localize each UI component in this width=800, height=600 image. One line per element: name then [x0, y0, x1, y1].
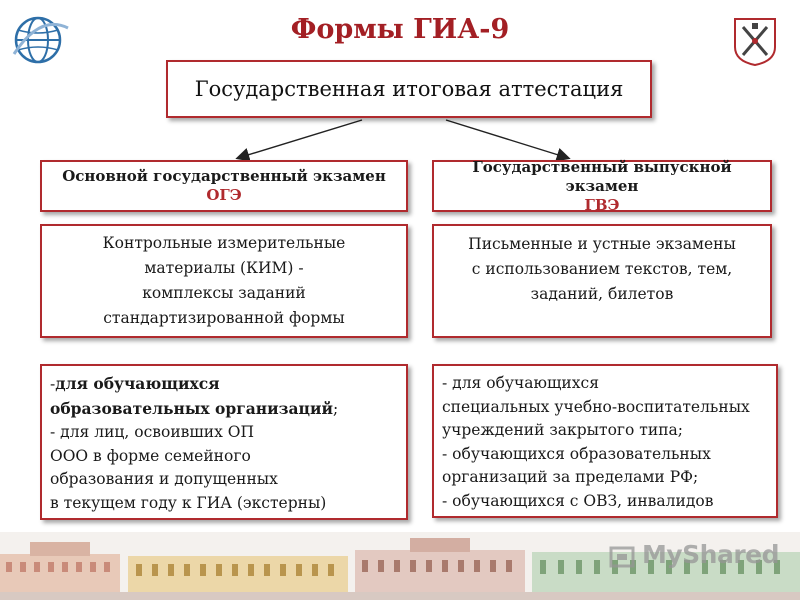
oge-description-box	[40, 224, 408, 338]
oge-desc-line: материалы (КИМ) -	[144, 259, 304, 277]
arrow-to-oge	[238, 120, 362, 158]
gve-abbr: ГВЭ	[584, 195, 620, 214]
watermark-text: MyShared	[642, 540, 780, 569]
gve-audience-box	[432, 364, 778, 518]
oge-heading: Основной государственный экзамен	[62, 167, 386, 185]
oge-desc-line: Контрольные измерительные	[102, 234, 346, 252]
list-item: - для лиц, освоивших ОП	[50, 423, 255, 441]
list-item: специальных учебно-воспитательных	[442, 397, 750, 416]
page-title: Формы ГИА-9	[290, 14, 510, 45]
root-box	[166, 60, 652, 118]
gve-desc-line: с использованием текстов, тем,	[471, 259, 733, 278]
oge-desc-line: комплексы заданий	[142, 284, 306, 302]
list-item: - обучающихся с ОВЗ, инвалидов	[442, 491, 714, 510]
list-item: организаций за пределами РФ;	[442, 468, 699, 486]
list-item: в текущем году к ГИА (экстерны)	[50, 493, 327, 512]
oge-audience-box	[40, 364, 408, 520]
gve-heading: Государственный выпускной экзамен	[472, 157, 732, 195]
list-item: образования и допущенных	[50, 470, 278, 488]
watermark-icon	[607, 540, 641, 574]
list-item: - для обучающихся	[442, 374, 599, 392]
list-item: образовательных организаций;	[50, 398, 339, 418]
root-label: Государственная итоговая аттестация	[194, 77, 624, 101]
list-item: учреждений закрытого типа;	[442, 421, 683, 439]
oge-heading-box	[40, 160, 408, 212]
oge-desc-line: стандартизированной формы	[103, 309, 345, 327]
oge-abbr: ОГЭ	[206, 186, 242, 204]
gve-desc-line: Письменные и устные экзамены	[468, 234, 736, 253]
list-item: -для обучающихся	[50, 374, 220, 393]
coat-of-arms-icon	[733, 17, 777, 67]
list-item: - обучающихся образовательных	[442, 444, 711, 463]
arrow-to-gve	[446, 120, 568, 158]
gve-heading-box	[432, 157, 772, 214]
gve-desc-line: заданий, билетов	[530, 284, 674, 303]
gve-description-box	[432, 224, 772, 338]
list-item: ООО в форме семейного	[50, 446, 251, 465]
